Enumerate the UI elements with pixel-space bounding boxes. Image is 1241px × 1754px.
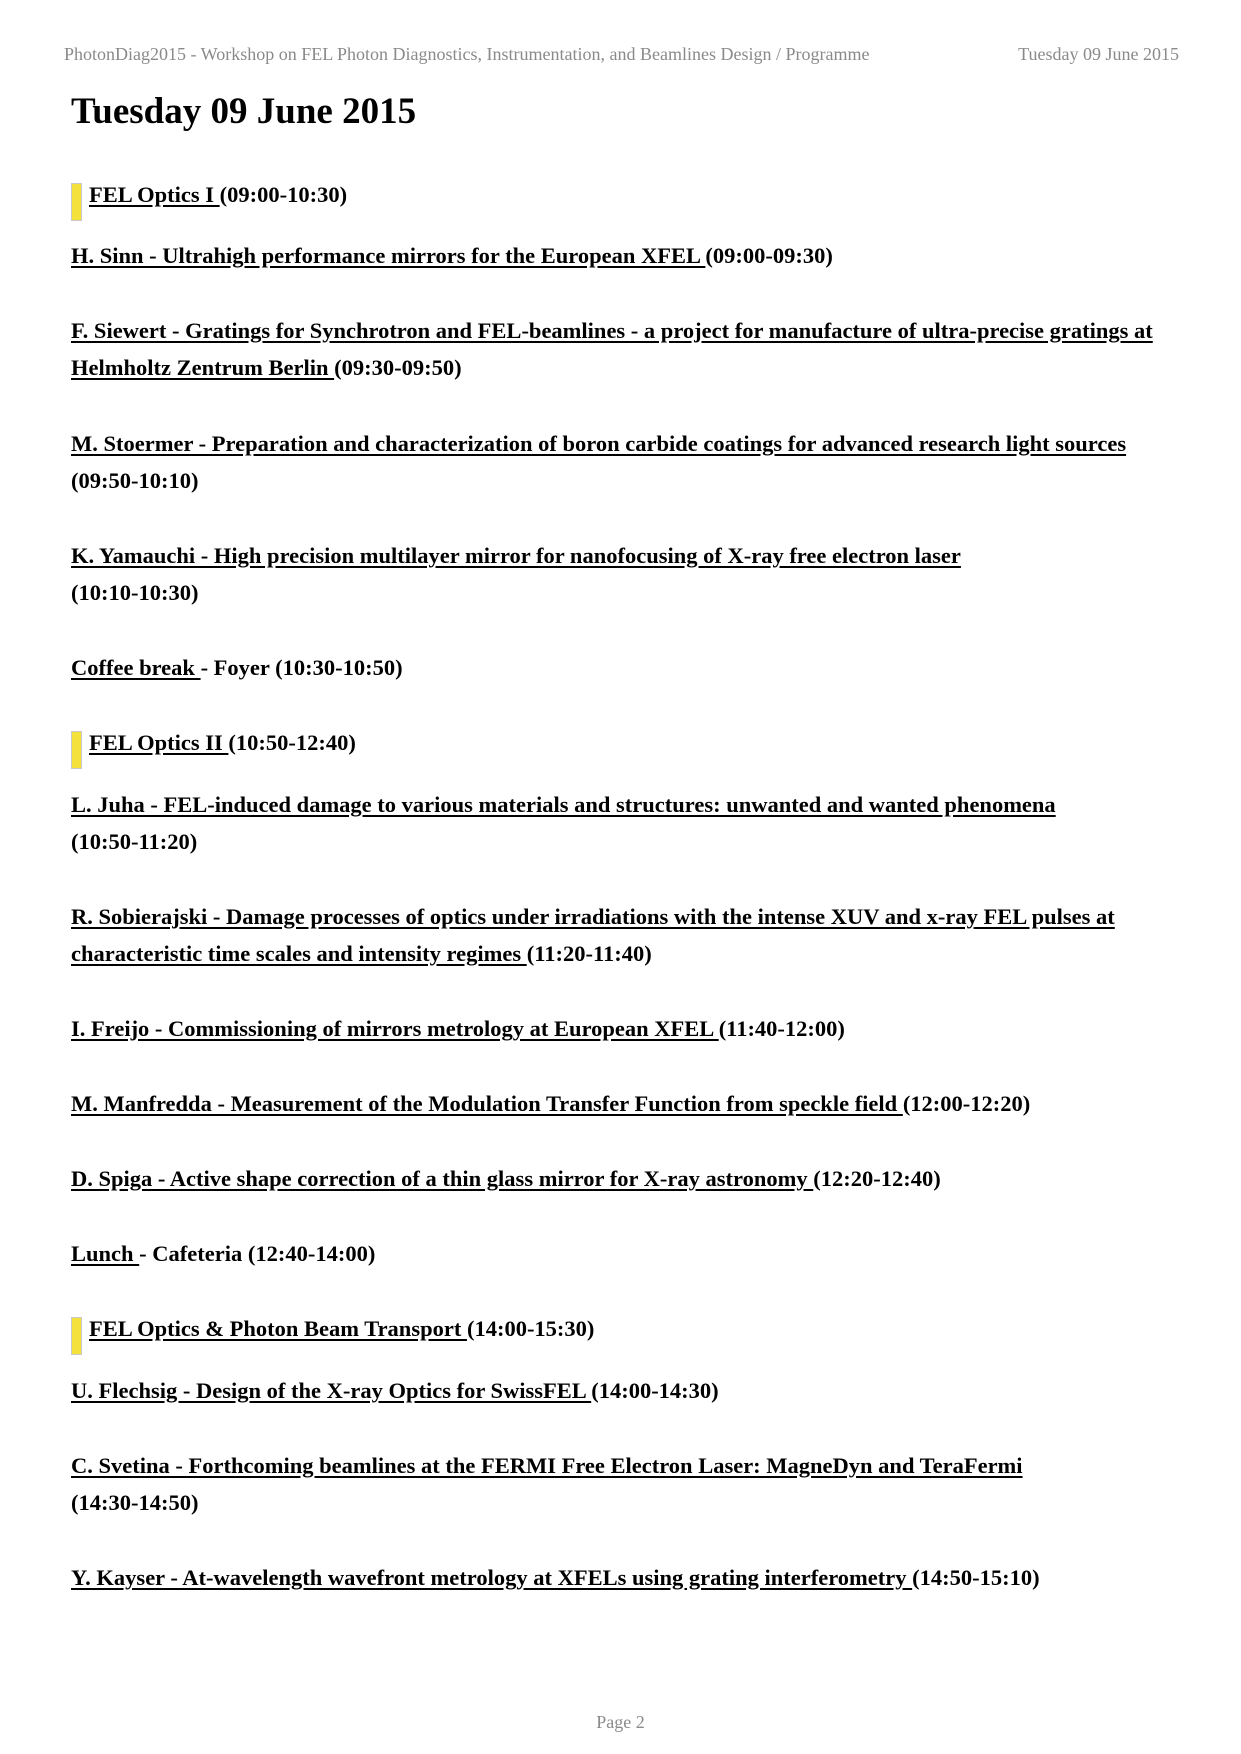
break-location: - Foyer	[200, 655, 276, 680]
talk-item	[71, 1160, 1181, 1197]
talk-time: (14:00-14:30)	[591, 1378, 719, 1403]
talk-link[interactable]: U. Flechsig - Design of the X-ray Optics for SwissFEL	[71, 1378, 592, 1403]
break-time: (10:30-10:50)	[275, 655, 403, 680]
talk-link[interactable]: Y. Kayser - At-wavelength wavefront metrology at XFELs using grating interferometry	[71, 1565, 913, 1590]
session-link[interactable]: FEL Optics II	[89, 730, 229, 755]
talk-link[interactable]: K. Yamauchi - High precision multilayer mirror for nanofocusing of X-ray free electron laser	[71, 543, 961, 568]
session-time: (09:00-10:30)	[219, 182, 348, 207]
session-time: (10:50-12:40)	[228, 730, 356, 755]
session-fel-optics-beam-transport	[71, 1310, 1199, 1347]
talk-time: (14:50-15:10)	[912, 1565, 1040, 1590]
session-time: (14:00-15:30)	[466, 1316, 595, 1341]
talk-link[interactable]: F. Siewert - Gratings for Synchrotron and FEL-beamlines - a project for manufacture of ultra-precise gratings at Helmholtz Zentrum Berlin	[71, 318, 1153, 380]
break-location: - Cafeteria	[139, 1241, 248, 1266]
talk-time: (11:20-11:40)	[526, 941, 652, 966]
talk-item	[71, 1447, 1181, 1521]
talk-link[interactable]: C. Svetina - Forthcoming beamlines at the FERMI Free Electron Laser: MagneDyn and TeraFermi	[71, 1453, 1023, 1478]
session-fel-optics-1	[71, 176, 1199, 213]
talk-item	[71, 1085, 1181, 1122]
break-time: (12:40-14:00)	[247, 1241, 376, 1266]
talk-time: (10:50-11:20)	[71, 829, 198, 854]
talk-item	[71, 312, 1181, 386]
talk-item	[71, 898, 1181, 972]
talk-item	[71, 1372, 1181, 1409]
talk-link[interactable]: M. Manfredda - Measurement of the Modulation Transfer Function from speckle field	[71, 1091, 903, 1116]
header-programme-title: PhotonDiag2015 - Workshop on FEL Photon Diagnostics, Instrumentation, and Beamlines Design / Programme	[64, 44, 870, 64]
talk-link[interactable]: H. Sinn - Ultrahigh performance mirrors for the European XFEL	[71, 243, 706, 268]
session-color-marker	[71, 183, 82, 221]
talk-link[interactable]: I. Freijo - Commissioning of mirrors metrology at European XFEL	[71, 1016, 719, 1041]
talk-time: (09:50-10:10)	[71, 468, 199, 493]
running-header	[64, 44, 1179, 65]
talk-item	[71, 786, 1181, 860]
talk-link[interactable]: D. Spiga - Active shape correction of a thin glass mirror for X-ray astronomy	[71, 1166, 814, 1191]
talk-item	[71, 1010, 1181, 1047]
session-color-marker	[71, 1317, 82, 1355]
break-link[interactable]: Lunch	[71, 1241, 140, 1266]
talk-item	[71, 237, 1181, 274]
talk-link[interactable]: M. Stoermer - Preparation and characterization of boron carbide coatings for advanced research light sources	[71, 431, 1127, 456]
talk-time: (10:10-10:30)	[71, 580, 199, 605]
talk-time: (12:20-12:40)	[813, 1166, 941, 1191]
break-item	[71, 1235, 1181, 1272]
session-link[interactable]: FEL Optics I	[89, 182, 220, 207]
talk-time: (09:00-09:30)	[705, 243, 833, 268]
session-color-marker	[71, 731, 82, 769]
header-date: Tuesday 09 June 2015	[1018, 44, 1179, 64]
talk-time: (12:00-12:20)	[902, 1091, 1031, 1116]
talk-link[interactable]: R. Sobierajski - Damage processes of optics under irradiations with the intense XUV and x-ray FEL pulses at characteristic time scales and intensity regimes	[71, 904, 1115, 966]
talk-item	[71, 1559, 1181, 1596]
break-item	[71, 649, 1181, 686]
session-link[interactable]: FEL Optics & Photon Beam Transport	[89, 1316, 467, 1341]
talk-time: (11:40-12:00)	[718, 1016, 845, 1041]
page-title: Tuesday 09 June 2015	[71, 91, 417, 132]
talk-item	[71, 425, 1181, 499]
talk-link[interactable]: L. Juha - FEL-induced damage to various materials and structures: unwanted and wanted phenomena	[71, 792, 1056, 817]
talk-time: (09:30-09:50)	[334, 355, 462, 380]
talk-item	[71, 537, 1181, 611]
break-link[interactable]: Coffee break	[71, 655, 201, 680]
session-fel-optics-2	[71, 724, 1199, 761]
page-number: Page 2	[596, 1712, 645, 1732]
talk-time: (14:30-14:50)	[71, 1490, 199, 1515]
